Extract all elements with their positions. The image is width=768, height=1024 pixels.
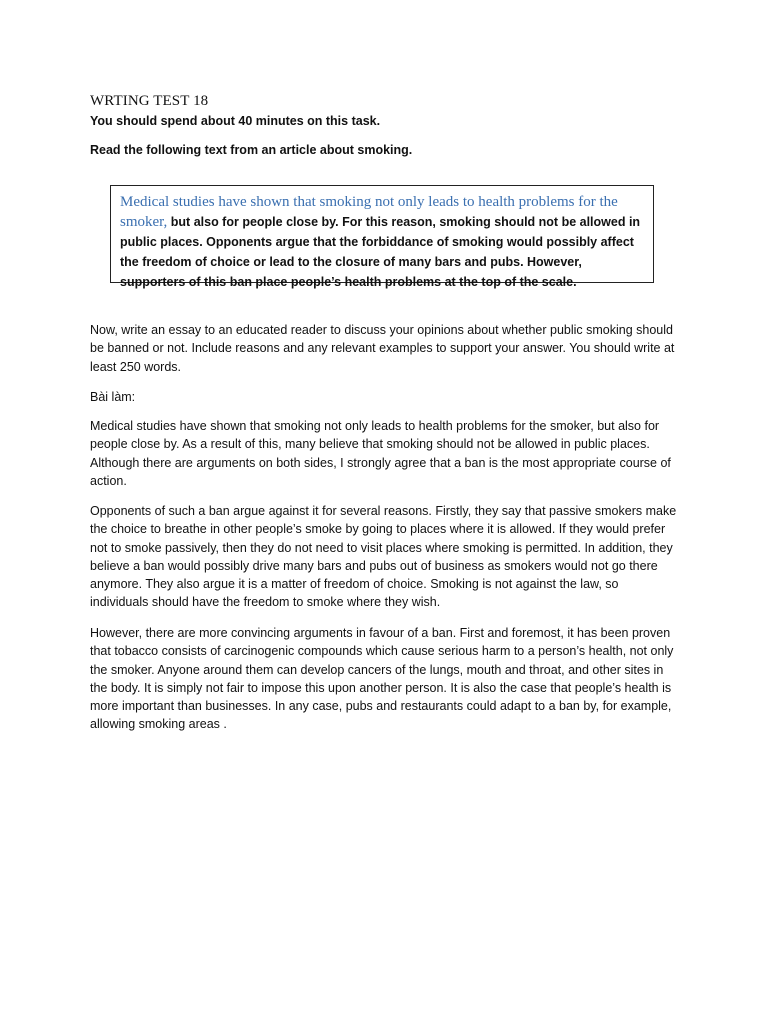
quote-highlight-text: Medical studies have shown that smoking not only leads to health problems for the smoker, (120, 194, 618, 230)
quote-bold-text: but also for people close by. For this reason, smoking should not be allowed in public places. Opponents argue that the forbiddance of smoking would possibly affect the freedom of choice or lead to the closure of many bars and pubs. However, supporters of this ban place people’s health problems at the top of the scale. (120, 215, 641, 289)
task-prompt: Now, write an essay to an educated reader to discuss your opinions about whether public smoking should be banned or not. Include reasons and any relevant examples to support your answer. You should write at least 250 words. (90, 323, 675, 374)
essay-paragraph-2: Opponents of such a ban argue against it for several reasons. Firstly, they say that passive smokers make the choice to breathe in other people’s smoke by going to places where it is allowed. If they would prefer not to smoke passively, then they do not need to visit places where smoking is permitted. In addition, they believe a ban would possibly drive many bars and pubs out of business as smokers would not go there anymore. They also argue it is a matter of freedom of choice. Smoking is not against the law, so individuals should have the freedom to smoke where they wish. (90, 504, 677, 610)
essay-paragraph-1: Medical studies have shown that smoking not only leads to health problems for the smoker, but also for people close by. As a result of this, many believe that smoking should not be allowed in public places. Although there are arguments on both sides, I strongly agree that a ban is the most appropriate course of action. (90, 419, 671, 488)
answer-label: Bài làm: (90, 390, 136, 404)
article-quote (120, 192, 644, 292)
test-title: WRTING TEST 18 (90, 93, 209, 109)
document-page (90, 92, 690, 732)
essay-paragraph-3: However, there are more convincing arguments in favour of a ban. First and foremost, it has been proven that tobacco consists of carcinogenic compounds which cause serious harm to a person’s health, not only the smoker. Anyone around them can develop cancers of the lungs, mouth and throat, and other sites in the body. It is simply not fair to impose this upon another person. It is also the case that people’s health is more important than businesses. In any case, pubs and restaurants could adapt to a ban by, for example, allowing smoking areas . (90, 626, 674, 732)
read-instruction: Read the following text from an article about smoking. (90, 143, 413, 157)
time-instruction: You should spend about 40 minutes on this task. (90, 114, 381, 128)
article-quote-box (110, 185, 654, 289)
